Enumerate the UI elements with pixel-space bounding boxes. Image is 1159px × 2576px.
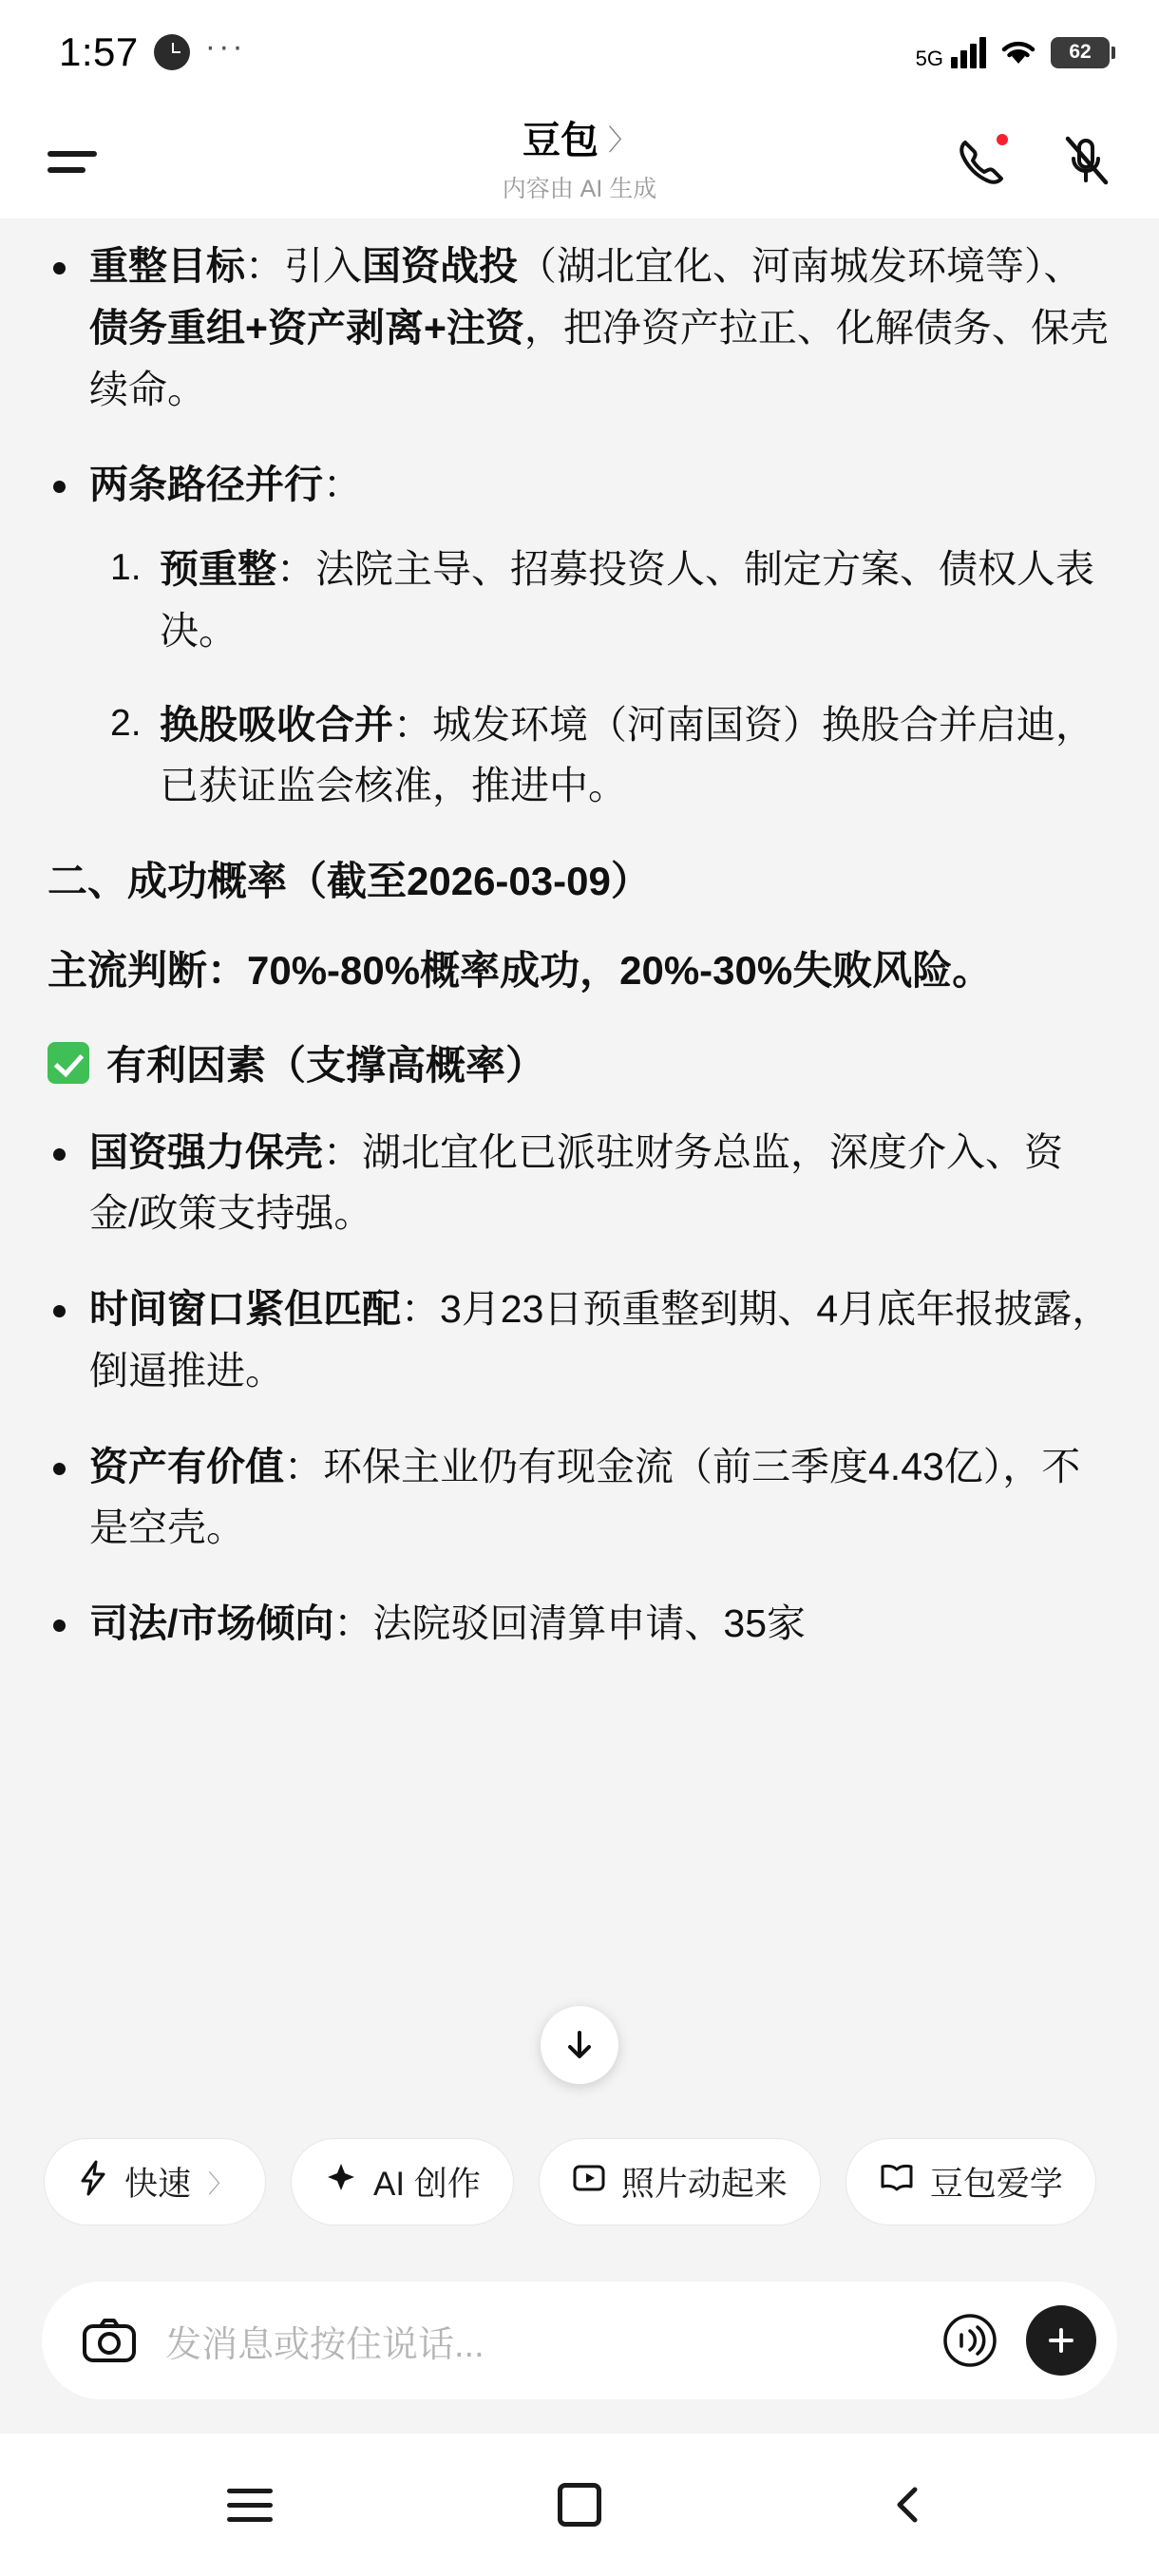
list-item: [46, 454, 1112, 817]
bullet-text-2: （湖北宜化、河南城发环境等）、: [518, 244, 1083, 288]
bullet-list-bottom: [46, 1122, 1112, 1655]
bullet-text: ：引入: [245, 244, 362, 288]
chip-label: AI 创作: [373, 2166, 481, 2203]
lightning-icon: [77, 2160, 109, 2205]
ai-disclaimer-label: 内容由 AI 生成: [502, 176, 657, 202]
message-input-placeholder[interactable]: 发消息或按住说话...: [165, 2324, 484, 2365]
list-item: [46, 1122, 1112, 1245]
status-bar: [0, 0, 1159, 104]
back-chevron-icon[interactable]: [866, 2462, 952, 2548]
chip-quick[interactable]: [44, 2138, 266, 2226]
message-input-bar[interactable]: [42, 2282, 1117, 2399]
list-item: [46, 1436, 1112, 1560]
app-header: [0, 104, 1159, 218]
bullet-text-3: ，把净资产拉正、化解债务、保壳续命。: [89, 305, 1109, 411]
summary-paragraph: 主流判断：70%-80%概率成功，20%-30%失败风险。: [48, 948, 993, 994]
signal-bars-icon: [951, 36, 986, 68]
list-item: [89, 539, 1112, 662]
header-actions: [952, 133, 1115, 190]
quick-action-chips[interactable]: [0, 2111, 1159, 2253]
list-item: [46, 1279, 1112, 1402]
status-bar-left: [59, 29, 246, 75]
sparkle-icon: [324, 2161, 358, 2204]
sub-item-text: ：法院主导、招募投资人、制定方案、债权人表决。: [160, 547, 1094, 653]
status-time: 1:57: [59, 29, 139, 74]
bullet-text-bold-3: 债务重组+资产剥离+注资: [89, 305, 524, 350]
sub-item-label: 换股吸收合并: [160, 702, 393, 747]
phone-call-icon[interactable]: [952, 133, 1009, 190]
bullet-text: ：湖北宜化已派驻财务总监，深度介入、资金/政策支持强。: [89, 1129, 1063, 1236]
bullet-label: 时间窗口紧但匹配: [89, 1287, 401, 1332]
section-heading: 二、成功概率（截至2026-03-09）: [48, 859, 651, 904]
bullet-list-top: [46, 236, 1112, 817]
bullet-label: 司法/市场倾向: [89, 1601, 334, 1646]
network-type-label: 5G: [915, 47, 943, 70]
chip-label: 照片动起来: [620, 2166, 788, 2203]
message-input-row: [0, 2253, 1159, 2434]
favorable-factors-heading: [48, 1034, 1112, 1091]
chip-label: 豆包爱学: [929, 2166, 1063, 2203]
alarm-clock-icon: [154, 34, 190, 70]
plus-icon[interactable]: [1026, 2305, 1096, 2376]
assistant-message: [46, 236, 1112, 1655]
hamburger-menu-icon[interactable]: [48, 128, 114, 195]
chat-title-button[interactable]: [522, 110, 636, 164]
list-item: [46, 1593, 1112, 1655]
recents-icon[interactable]: [207, 2462, 293, 2548]
home-square-icon[interactable]: [537, 2462, 622, 2548]
bullet-label: 资产有价值: [89, 1444, 284, 1488]
bullet-text: ：: [323, 463, 362, 507]
bullet-text: ：环保主业仍有现金流（前三季度4.43亿），不是空壳。: [89, 1444, 1081, 1550]
book-icon: [879, 2163, 915, 2202]
chip-doubao-study[interactable]: [846, 2138, 1096, 2226]
voice-wave-icon[interactable]: [935, 2305, 1005, 2376]
bullet-text: ：3月23日预重整到期、4月底年报披露，倒逼推进。: [89, 1287, 1112, 1392]
play-box-icon: [572, 2161, 606, 2204]
battery-indicator: 62: [1051, 37, 1110, 68]
page-title: 豆包: [522, 120, 598, 161]
green-check-icon: [48, 1042, 89, 1084]
notification-dot: [994, 131, 1011, 148]
status-more-dots: ···: [204, 28, 246, 65]
favorable-factors-label: 有利因素（支撑高概率）: [106, 1042, 546, 1088]
bullet-text: ：法院驳回清算申请、35家: [333, 1601, 806, 1646]
list-item: [46, 236, 1112, 420]
sub-item-text: ：城发环境（河南国资）换股合并启迪，已获证监会核准，推进中。: [160, 702, 1094, 808]
bullet-text-bold-2: 国资战投: [362, 244, 518, 288]
numbered-sub-list: [89, 539, 1112, 817]
bullet-label: 两条路径并行: [89, 463, 323, 507]
system-navigation-bar: [0, 2434, 1159, 2576]
chip-photo-animate[interactable]: [539, 2138, 821, 2226]
list-item: [89, 694, 1112, 818]
status-bar-right: [916, 33, 1110, 71]
bullet-label: 重整目标: [89, 244, 245, 288]
chip-label: 快速: [124, 2166, 192, 2203]
sub-item-label: 预重整: [160, 547, 276, 592]
microphone-muted-icon[interactable]: [1058, 133, 1115, 190]
chevron-right-icon: 〉: [208, 2169, 234, 2198]
wifi-icon: [999, 37, 1037, 67]
chevron-right-icon: 〉: [608, 124, 636, 157]
camera-icon[interactable]: [74, 2305, 144, 2376]
chat-message-area[interactable]: [0, 218, 1159, 2111]
arrow-down-icon[interactable]: [541, 2006, 618, 2084]
bullet-label: 国资强力保壳: [89, 1129, 323, 1174]
chip-ai-create[interactable]: [291, 2138, 514, 2226]
